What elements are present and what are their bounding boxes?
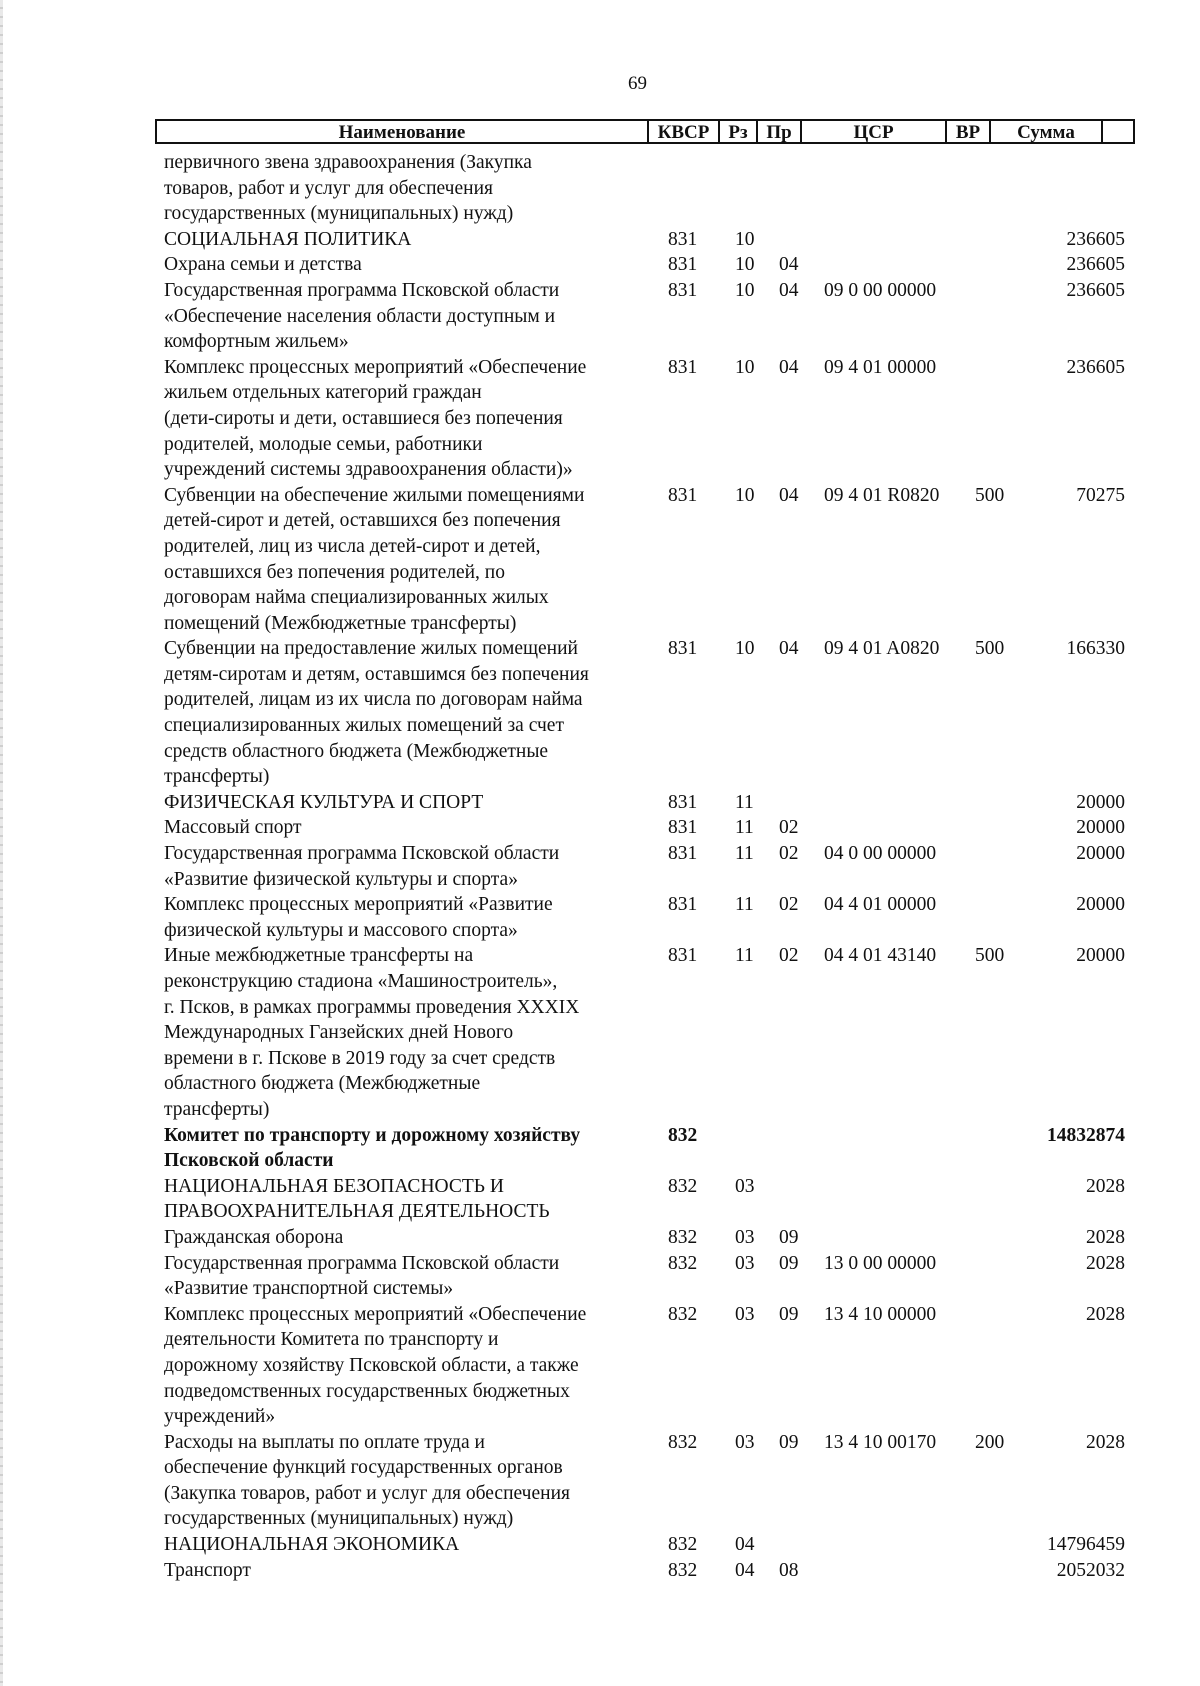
row-kvsr: 831 <box>668 638 698 660</box>
row-name: Охрана семьи и детства <box>164 254 362 276</box>
row-csr: 09 0 00 00000 <box>824 279 937 301</box>
row-kvsr: 831 <box>668 945 698 967</box>
row-sum: 20000 <box>1076 817 1125 839</box>
row-name: Субвенции на обеспечение жилыми помещениями детей-сирот и детей, оставшихся без попечения родителей, лиц из числа детей-сирот и детей, оставшихся без попечения родителей, по договорам найма специализированных жилых помещений (Межбюджетные трансферты) <box>164 484 585 634</box>
row-name: первичного звена здравоохранения (Закупка товаров, работ и услуг для обеспечения государственных (муниципальных) нужд) <box>164 152 532 225</box>
row-csr: 09 4 01 00000 <box>824 356 937 378</box>
row-kvsr: 832 <box>668 1124 698 1146</box>
row-name: Государственная программа Псковской области «Развитие физической культуры и спорта» <box>164 843 560 890</box>
row-pr: 04 <box>779 638 799 660</box>
row-pr: 04 <box>779 254 799 276</box>
row-sum: 70275 <box>1076 484 1125 506</box>
row-rz: 03 <box>735 1226 755 1248</box>
table-row <box>0 892 1200 943</box>
table-row <box>0 278 1200 355</box>
row-rz: 10 <box>735 254 755 276</box>
row-pr: 04 <box>779 484 799 506</box>
row-sum: 2028 <box>1086 1175 1125 1197</box>
table-row <box>0 943 1200 1122</box>
row-sum: 14832874 <box>1047 1124 1125 1146</box>
table-row <box>0 1225 1200 1251</box>
row-sum: 2028 <box>1086 1252 1125 1274</box>
row-name: Массовый спорт <box>164 817 302 839</box>
row-csr: 13 4 10 00000 <box>824 1303 937 1325</box>
row-sum: 20000 <box>1076 894 1125 916</box>
row-rz: 11 <box>735 894 754 916</box>
row-pr: 09 <box>779 1226 799 1248</box>
row-sum: 2052032 <box>1056 1559 1125 1581</box>
row-kvsr: 831 <box>668 484 698 506</box>
table-row <box>0 841 1200 892</box>
row-rz: 04 <box>735 1534 755 1556</box>
row-vr: 500 <box>975 638 1005 660</box>
row-csr: 04 4 01 00000 <box>824 894 937 916</box>
row-sum: 20000 <box>1076 791 1125 813</box>
table-header <box>155 119 1135 144</box>
row-vr: 500 <box>975 945 1005 967</box>
row-kvsr: 832 <box>668 1252 698 1274</box>
row-vr: 200 <box>975 1431 1005 1453</box>
header-name: Наименование <box>338 122 466 143</box>
row-csr: 13 4 10 00170 <box>824 1431 937 1453</box>
table-row <box>0 1123 1200 1174</box>
row-kvsr: 831 <box>668 254 698 276</box>
row-rz: 10 <box>735 484 755 506</box>
page-number: 69 <box>628 73 647 94</box>
table-row <box>0 1174 1200 1225</box>
table-body <box>0 150 1200 1583</box>
row-sum: 20000 <box>1076 945 1125 967</box>
row-pr: 08 <box>779 1559 799 1581</box>
row-name: Расходы на выплаты по оплате труда и обеспечение функций государственных органов (Закупка товаров, работ и услуг для обеспечения государственных (муниципальных) нужд) <box>164 1431 570 1530</box>
row-pr: 02 <box>779 843 799 865</box>
table-row <box>0 227 1200 253</box>
row-kvsr: 831 <box>668 817 698 839</box>
row-rz: 10 <box>735 228 755 250</box>
row-pr: 04 <box>779 356 799 378</box>
row-pr: 04 <box>779 279 799 301</box>
row-rz: 11 <box>735 945 754 967</box>
row-pr: 02 <box>779 817 799 839</box>
row-name: Субвенции на предоставление жилых помещений детям-сиротам и детям, оставшимся без попечения родителей, лицам из их числа по договорам найма специализированных жилых помещений за счет средств областного бюджета (Межбюджетные трансферты) <box>164 638 589 788</box>
row-rz: 03 <box>735 1431 755 1453</box>
table-row <box>0 815 1200 841</box>
table-row <box>0 1558 1200 1584</box>
row-name: Комплекс процессных мероприятий «Развитие физической культуры и массового спорта» <box>164 894 553 941</box>
row-kvsr: 832 <box>668 1534 698 1556</box>
row-kvsr: 832 <box>668 1226 698 1248</box>
row-kvsr: 831 <box>668 279 698 301</box>
row-kvsr: 832 <box>668 1303 698 1325</box>
row-kvsr: 831 <box>668 356 698 378</box>
row-name: СОЦИАЛЬНАЯ ПОЛИТИКА <box>164 228 412 250</box>
row-kvsr: 831 <box>668 843 698 865</box>
header-kvsr: КВСР <box>657 122 710 143</box>
row-kvsr: 832 <box>668 1175 698 1197</box>
row-csr: 09 4 01 A0820 <box>824 638 940 660</box>
header-pr: Пр <box>766 122 792 143</box>
table-row <box>0 252 1200 278</box>
row-pr: 02 <box>779 945 799 967</box>
row-rz: 03 <box>735 1252 755 1274</box>
row-rz: 03 <box>735 1175 755 1197</box>
table-row <box>0 1251 1200 1302</box>
row-rz: 11 <box>735 791 754 813</box>
table-row <box>0 1302 1200 1430</box>
table-row <box>0 790 1200 816</box>
row-rz: 10 <box>735 638 755 660</box>
row-vr: 500 <box>975 484 1005 506</box>
row-name: Государственная программа Псковской области «Обеспечение населения области доступным и комфортным жильем» <box>164 279 560 353</box>
row-rz: 11 <box>735 817 754 839</box>
row-pr: 09 <box>779 1252 799 1274</box>
row-name: Иные межбюджетные трансферты на реконструкцию стадиона «Машиностроитель», г. Псков, в рамках программы проведения XXXIX Международных Ганзейских дней Нового времени в г. Пскове в 2019 году за счет средств областного бюджета (Межбюджетные трансферты) <box>164 945 580 1120</box>
row-pr: 09 <box>779 1303 799 1325</box>
row-rz: 03 <box>735 1303 755 1325</box>
header-csr: ЦСР <box>853 122 894 143</box>
row-kvsr: 832 <box>668 1559 698 1581</box>
table-row <box>0 483 1200 637</box>
row-rz: 04 <box>735 1559 755 1581</box>
row-sum: 2028 <box>1086 1303 1125 1325</box>
row-name: НАЦИОНАЛЬНАЯ БЕЗОПАСНОСТЬ И ПРАВООХРАНИТЕЛЬНАЯ ДЕЯТЕЛЬНОСТЬ <box>164 1175 550 1223</box>
row-pr: 02 <box>779 894 799 916</box>
row-sum: 236605 <box>1066 279 1125 301</box>
row-pr: 09 <box>779 1431 799 1453</box>
row-csr: 04 4 01 43140 <box>824 945 937 967</box>
header-rz: Рз <box>728 122 748 143</box>
row-name: Комплекс процессных мероприятий «Обеспечение деятельности Комитета по транспорту и дорожному хозяйству Псковской области, а также подведомственных государственных бюджетных учреждений» <box>164 1303 587 1428</box>
header-sum: Сумма <box>1017 122 1075 143</box>
table-row <box>0 355 1200 483</box>
row-name: Комитет по транспорту и дорожному хозяйству Псковской области <box>164 1124 581 1172</box>
table-row <box>0 1532 1200 1558</box>
row-csr: 09 4 01 R0820 <box>824 484 940 506</box>
row-name: Государственная программа Псковской области «Развитие транспортной системы» <box>164 1252 560 1300</box>
table-row <box>0 1430 1200 1532</box>
row-sum: 236605 <box>1066 254 1125 276</box>
row-rz: 10 <box>735 279 755 301</box>
row-name: Транспорт <box>164 1559 251 1581</box>
row-kvsr: 832 <box>668 1431 698 1453</box>
row-kvsr: 831 <box>668 791 698 813</box>
header-vr: ВР <box>955 122 981 143</box>
table-row <box>0 150 1200 227</box>
row-kvsr: 831 <box>668 228 698 250</box>
row-rz: 10 <box>735 356 755 378</box>
row-name: ФИЗИЧЕСКАЯ КУЛЬТУРА И СПОРТ <box>164 791 484 813</box>
row-sum: 236605 <box>1066 356 1125 378</box>
row-sum: 2028 <box>1086 1431 1125 1453</box>
row-sum: 166330 <box>1066 638 1125 660</box>
row-csr: 04 0 00 00000 <box>824 843 937 865</box>
row-rz: 11 <box>735 843 754 865</box>
row-name: Комплекс процессных мероприятий «Обеспечение жильем отдельных категорий граждан (дети-сироты и дети, оставшиеся без попечения родителей, молодые семьи, работники учреждений системы здравоохранения области)» <box>164 356 587 481</box>
row-sum: 2028 <box>1086 1226 1125 1248</box>
row-sum: 20000 <box>1076 843 1125 865</box>
table-row <box>0 636 1200 790</box>
row-sum: 236605 <box>1066 228 1125 250</box>
row-name: Гражданская оборона <box>164 1226 344 1248</box>
row-name: НАЦИОНАЛЬНАЯ ЭКОНОМИКА <box>164 1534 460 1556</box>
row-csr: 13 0 00 00000 <box>824 1252 937 1274</box>
row-kvsr: 831 <box>668 894 698 916</box>
row-sum: 14796459 <box>1047 1534 1125 1556</box>
